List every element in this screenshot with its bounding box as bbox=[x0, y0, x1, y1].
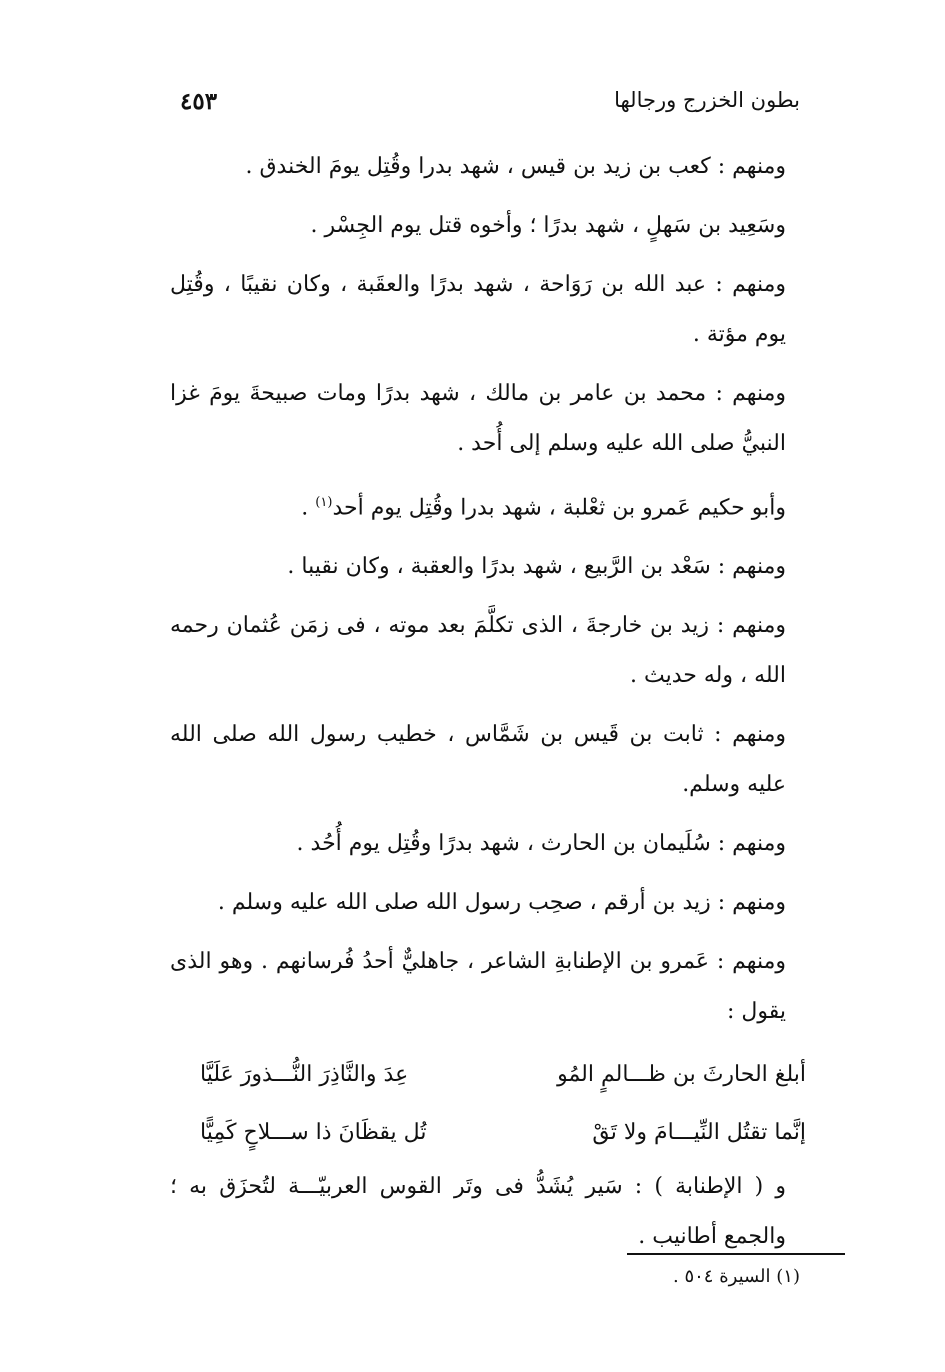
verse-line bbox=[170, 1046, 834, 1104]
paragraph: وسَعِيد بن سَهلٍ ، شهد بدرًا ؛ وأخوه قتل يوم الجِسْر . bbox=[310, 213, 786, 238]
verse-second-hemistich: تُل يقظَانَ ذا ســـلاحٍ كَمِيًّا bbox=[200, 1120, 427, 1146]
paragraph: ومنهم : زيد بن أرقم ، صحِب رسول الله صلى الله عليه وسلم . bbox=[217, 890, 786, 916]
paragraph: ومنهم : ثابت بن قَيس بن شَمَّاس ، خطيب رسول الله صلى الله عليه وسلم. bbox=[170, 722, 786, 798]
paragraph: ومنهم : محمد بن عامر بن مالك ، شهد بدرًا ومات صبيحةَ يومَ غزا النبيُّ صلى الله عليه وسلم إلى أُحد . bbox=[170, 381, 786, 456]
verse-second-hemistich: عِدَ والنَّاذِرَ النُّـــذورَ عَلَيَّا bbox=[200, 1062, 409, 1088]
paragraph: ومنهم : زيد بن خارجةَ ، الذى تكلَّمَ بعد موته ، فى زمَن عُثمان رحمه الله ، وله حديث . bbox=[170, 613, 786, 689]
footnote: (١) السيرة ٥٠٤ . bbox=[673, 1266, 800, 1287]
paragraph-tail: . bbox=[301, 495, 316, 521]
running-head bbox=[180, 84, 800, 124]
running-title: بطون الخزرج ورجالها bbox=[614, 88, 800, 112]
verse-first-hemistich: أبلغ الحارثَ بن ظـــالمٍ المُو bbox=[557, 1062, 806, 1088]
paragraph-text: وأبو حكيم عَمرو بن ثعْلبة ، شهد بدرا وقُتِل يوم أحد bbox=[332, 495, 786, 521]
page-number: ٤٥٣ bbox=[180, 88, 218, 115]
verse-line bbox=[170, 1104, 834, 1162]
paragraph: ومنهم : عبد الله بن رَوَاحة ، شهد بدرًا والعقَبة ، وكان نقيبًا ، وقُتِل يوم مؤتة . bbox=[170, 272, 786, 347]
paragraph: ومنهم : كعب بن زيد بن قيس ، شهد بدرا وقُتِل يومَ الخندق . bbox=[245, 154, 786, 179]
paragraph bbox=[170, 478, 834, 533]
paragraph: ومنهم : سُلَيمان بن الحارث ، شهد بدرًا وقُتِل يوم أُحُد . bbox=[296, 831, 786, 857]
verse-first-hemistich: إنَّما تقتُل النِّيـــامَ ولا تَقْ bbox=[592, 1120, 806, 1146]
paragraph: ومنهم : سَعْد بن الرَّبيع ، شهد بدرًا والعقبة ، وكان نقيبا . bbox=[287, 554, 786, 580]
footnote-divider bbox=[627, 1253, 845, 1255]
closing-paragraph: و ( الإطنابة ) : سَير يُشَدُّ فى وتَر القوس العربيّـــة لتُحزَق به ؛ والجمع أطانيب . bbox=[170, 1174, 786, 1250]
paragraph: ومنهم : عَمرو بن الإطنابةِ الشاعر ، جاهليٌّ أحدُ فُرسانهم . وهو الذى يقول : bbox=[170, 949, 786, 1025]
body-text bbox=[170, 142, 834, 1271]
footnote-marker: (١) bbox=[315, 495, 333, 510]
